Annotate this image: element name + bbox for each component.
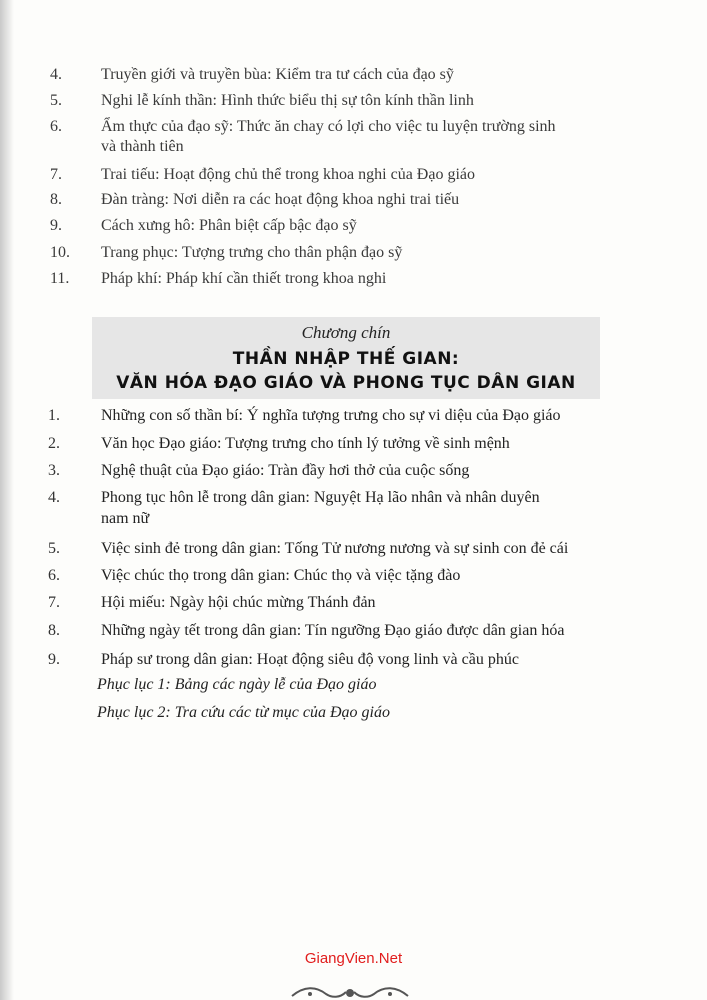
appendix-item-2: Phục lục 2: Tra cứu các từ mục của Đạo giáo xyxy=(97,704,390,721)
document-page: 4. Truyền giới và truyền bùa: Kiểm tra tư cách của đạo sỹ 5. Nghi lễ kính thần: Hình thức biểu thị sự tôn kính thần linh 6. Ẩm thực của đạo sỹ: Thức ăn chay có lợi cho việc tu luyện trường sinh và thành tiên 7. Trai tiếu: Hoạt động chủ thể trong khoa nghi của Đạo giáo 8. Đàn tràng: Nơi diễn ra các hoạt động khoa nghi trai tiếu 9. Cách xưng hô: Phân biệt cấp bậc đạo sỹ 10. Trang phục: Tượng trưng cho thân phận đạo sỹ 11. Pháp khí: Pháp khí cần thiết trong khoa nghi Chương chín THẦN NHẬP THẾ GIAN: VĂN HÓA ĐẠO GIÁO VÀ PHONG TỤC DÂN GIAN 1. Những con số thần bí: Ý nghĩa tượng trưng cho sự vi diệu của Đạo giáo 2. Văn học Đạo giáo: Tượng trưng cho tính lý tưởng về sinh mệnh 3. Nghệ thuật của Đạo giáo: Tràn đầy hơi thở của cuộc sống 4. Phong tục hôn lễ trong dân gian: Nguyệt Hạ lão nhân và nhân duyên nam nữ 5. Việc sinh đẻ trong dân gian: Tống Tử nương nương và sự sinh con đẻ cái 6. Việc chúc thọ trong dân gian: Chúc thọ và việc tặng đào 7. Hội miếu: Ngày hội chúc mừng Thánh đản 8. Những ngày tết trong dân gian: Tín ngưỡng Đạo giáo được dân gian hóa 9. Pháp sư trong dân gian: Hoạt động siêu độ vong linh và cầu phúc Phục lục 1: Bảng các ngày lễ của Đạo giáo Phục lục 2: Tra cứu các từ mục của Đạo giáo GiangVien.Net xyxy=(0,0,707,1000)
decorative-ornament-icon xyxy=(290,984,410,1000)
chapter-number-label: Chương chín xyxy=(301,323,391,342)
page-binding-shadow xyxy=(0,0,14,1000)
appendix-item-1: Phục lục 1: Bảng các ngày lễ của Đạo giáo xyxy=(97,676,377,693)
chapter-title-line1: THẦN NHẬP THẾ GIAN: xyxy=(232,349,460,369)
site-watermark: GiangVien.Net xyxy=(304,950,403,967)
chapter-heading-box xyxy=(92,317,600,399)
chapter-title-line2: VĂN HÓA ĐẠO GIÁO VÀ PHONG TỤC DÂN GIAN xyxy=(116,373,576,393)
